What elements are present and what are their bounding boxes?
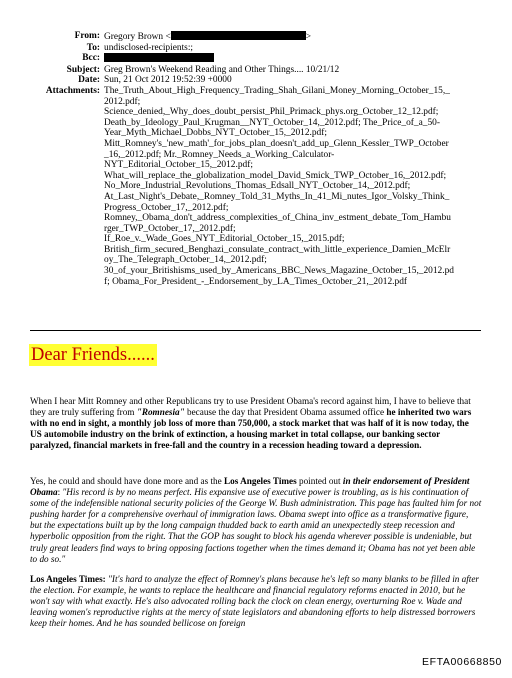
attachment-line: If_Roe_v._Wade_Goes_NYT_Editorial_October_15,_2015.pdf; — [104, 234, 345, 245]
p1-text-c: because the day that President Obama assumed office — [184, 407, 387, 418]
attachment-line: British_firm_secured_Benghazi_consulate_contract_with_little_experience_Damien_McElr — [104, 244, 451, 255]
p2-endorsement: in their endorsement of President Obama — [30, 476, 470, 498]
paragraph-2 — [30, 476, 482, 565]
p2-quote: "His record is by no means perfect. His expansive use of executive power is troubling, as is his continuation of some of the indefensible national security policies of the George W. Bush administration. This page has faulted him for not pushing harder for a comprehensive overhaul of immigration laws. Obama swept into office as a transformative figure, but the expectations built up by the long campaign thudded back to earth amid an unexpectedly steep recession and hyperbolic opposition from the right. That the GOP has sought to block his agenda wherever possible is undeniable, but truly great leaders find ways to bring opposing factions together when the times demand it; Obama has not yet been able to do so." — [30, 487, 482, 564]
redaction-bar — [104, 53, 214, 62]
attachment-line: Science_denied,_Why_does_doubt_persist_Phil_Primack_phys.org_October_12_12.pdf; — [104, 107, 439, 118]
attachment-line: At_Last_Night's_Debate,_Romney_Told_31_Myths_In_41_Mi_nutes_Igor_Volsky_Think_ — [104, 191, 450, 202]
attachment-line: Progress_October_17,_2012.pdf; — [104, 202, 229, 213]
attachments-list — [104, 86, 480, 287]
p1-bold-text: he inherited two wars with no end in sight, a monthly job loss of more than 750,000, a stock market that was half of it is now today, the US automobile industry on the brink of extinction, a housing market in total collapse, our banking sector paralyzed, financial markets in free-fall and the country in a recession heading toward a depression. — [30, 407, 472, 451]
from-name: Gregory Brown < — [104, 32, 171, 42]
attachment-line: NYT_Editorial_October_15,_2012.pdf; — [104, 160, 253, 171]
from-label: From: — [74, 31, 100, 41]
bcc-value — [104, 53, 480, 65]
p3-la-times-label: Los Angeles Times: — [30, 574, 106, 584]
subject-row — [20, 65, 480, 76]
date-value: Sun, 21 Oct 2012 19:52:39 +0000 — [104, 75, 232, 86]
from-row — [20, 31, 480, 43]
bcc-row — [20, 53, 480, 65]
attachment-line: f; Obama_For_President_-_Endorsement_by_LA_Times_October_21,_2012.pdf — [104, 276, 407, 287]
attachment-line: Mitt_Romney's_'new_math'_for_jobs_plan_doesn't_add_up_Glenn_Kessler_TWP_October — [104, 138, 449, 149]
subject-label: Subject: — [66, 64, 100, 75]
p2-text-c: pointed out — [296, 476, 343, 486]
greeting-heading: Dear Friends...... — [31, 345, 155, 365]
from-value — [104, 31, 480, 43]
attachment-line: _16,_2012.pdf; Mr._Romney_Needs_a_Working_Calculator- — [104, 149, 335, 160]
attachment-line: The_Truth_About_High_Frequency_Trading_Shah_Gilani_Money_Morning_October_15,_ — [104, 85, 450, 96]
document-id: EFTA00668850 — [422, 656, 502, 668]
p2-la-times: Los Angeles Times — [224, 476, 297, 486]
attachment-line: 2012.pdf; — [104, 96, 141, 107]
to-row — [20, 43, 480, 54]
to-label: To: — [86, 42, 100, 53]
attachment-line: oy_The_Telegraph_October_14,_2012.pdf; — [104, 255, 267, 266]
p2-colon: : — [57, 487, 63, 498]
attachment-line: 30_of_your_Britishisms_used_by_Americans_BBC_News_Magazine_October_15,_2012.pd — [104, 266, 454, 277]
date-label: Date: — [78, 75, 100, 86]
date-row — [20, 75, 480, 86]
attachment-line: Death_by_Ideology_Paul_Krugman__NYT_October_14,_2012.pdf; The_Price_of_a_50- — [104, 117, 440, 128]
subject-value: Greg Brown's Weekend Reading and Other Things.... 10/21/12 — [104, 64, 340, 75]
attachment-line: No_More_Industrial_Revolutions_Thomas_Edsall_NYT_October_14,_2012.pdf; — [104, 181, 411, 192]
attachments-label: Attachments: — [45, 85, 100, 96]
paragraph-3 — [30, 574, 482, 629]
attachment-line: rger_TWP_October_17,_2012.pdf; — [104, 223, 236, 234]
p3-quote: "It's hard to analyze the effect of Romney's plans because he's left so many blanks to be filled in after the election. For example, he wants to replace the healthcare and financial regulatory reforms enacted in 2010, but he won't say with what exactly. He's also advocated rolling back the clock on clean energy, overturning Roe v. Wade and leaving women's reproductive rights at the mercy of state legislators and abandoning efforts to help distressed borrowers keep their homes. And he has sounded bellicose on foreign — [30, 574, 480, 629]
redaction-bar — [171, 31, 306, 40]
p1-romnesia: "Romnesia" — [136, 407, 185, 418]
p2-text-a: Yes, he could and should have done more and as the — [30, 476, 225, 486]
attachments-row — [20, 86, 480, 287]
email-header — [20, 31, 480, 287]
attachment-line: Year_Myth_Michael_Dobbs_NYT_October_15,_2012.pdf; — [104, 128, 327, 139]
bcc-label: Bcc: — [82, 53, 100, 64]
separator-rule — [30, 330, 481, 331]
attachment-line: Romney,_Obama_don't_address_complexities_of_China_inv_estment_debate_Tom_Hambu — [104, 213, 451, 224]
paragraph-1 — [30, 396, 482, 451]
from-suffix: > — [305, 32, 312, 42]
to-value: undisclosed-recipients:; — [104, 42, 194, 53]
attachment-line: What_will_replace_the_globalization_model_David_Smick_TWP_October_16,_2012.pdf; — [104, 170, 447, 181]
p1-text-a: When I hear Mitt Romney and other Republicans try to use President Obama's record against him, I have to believe that they are truly suffering from — [30, 396, 471, 418]
